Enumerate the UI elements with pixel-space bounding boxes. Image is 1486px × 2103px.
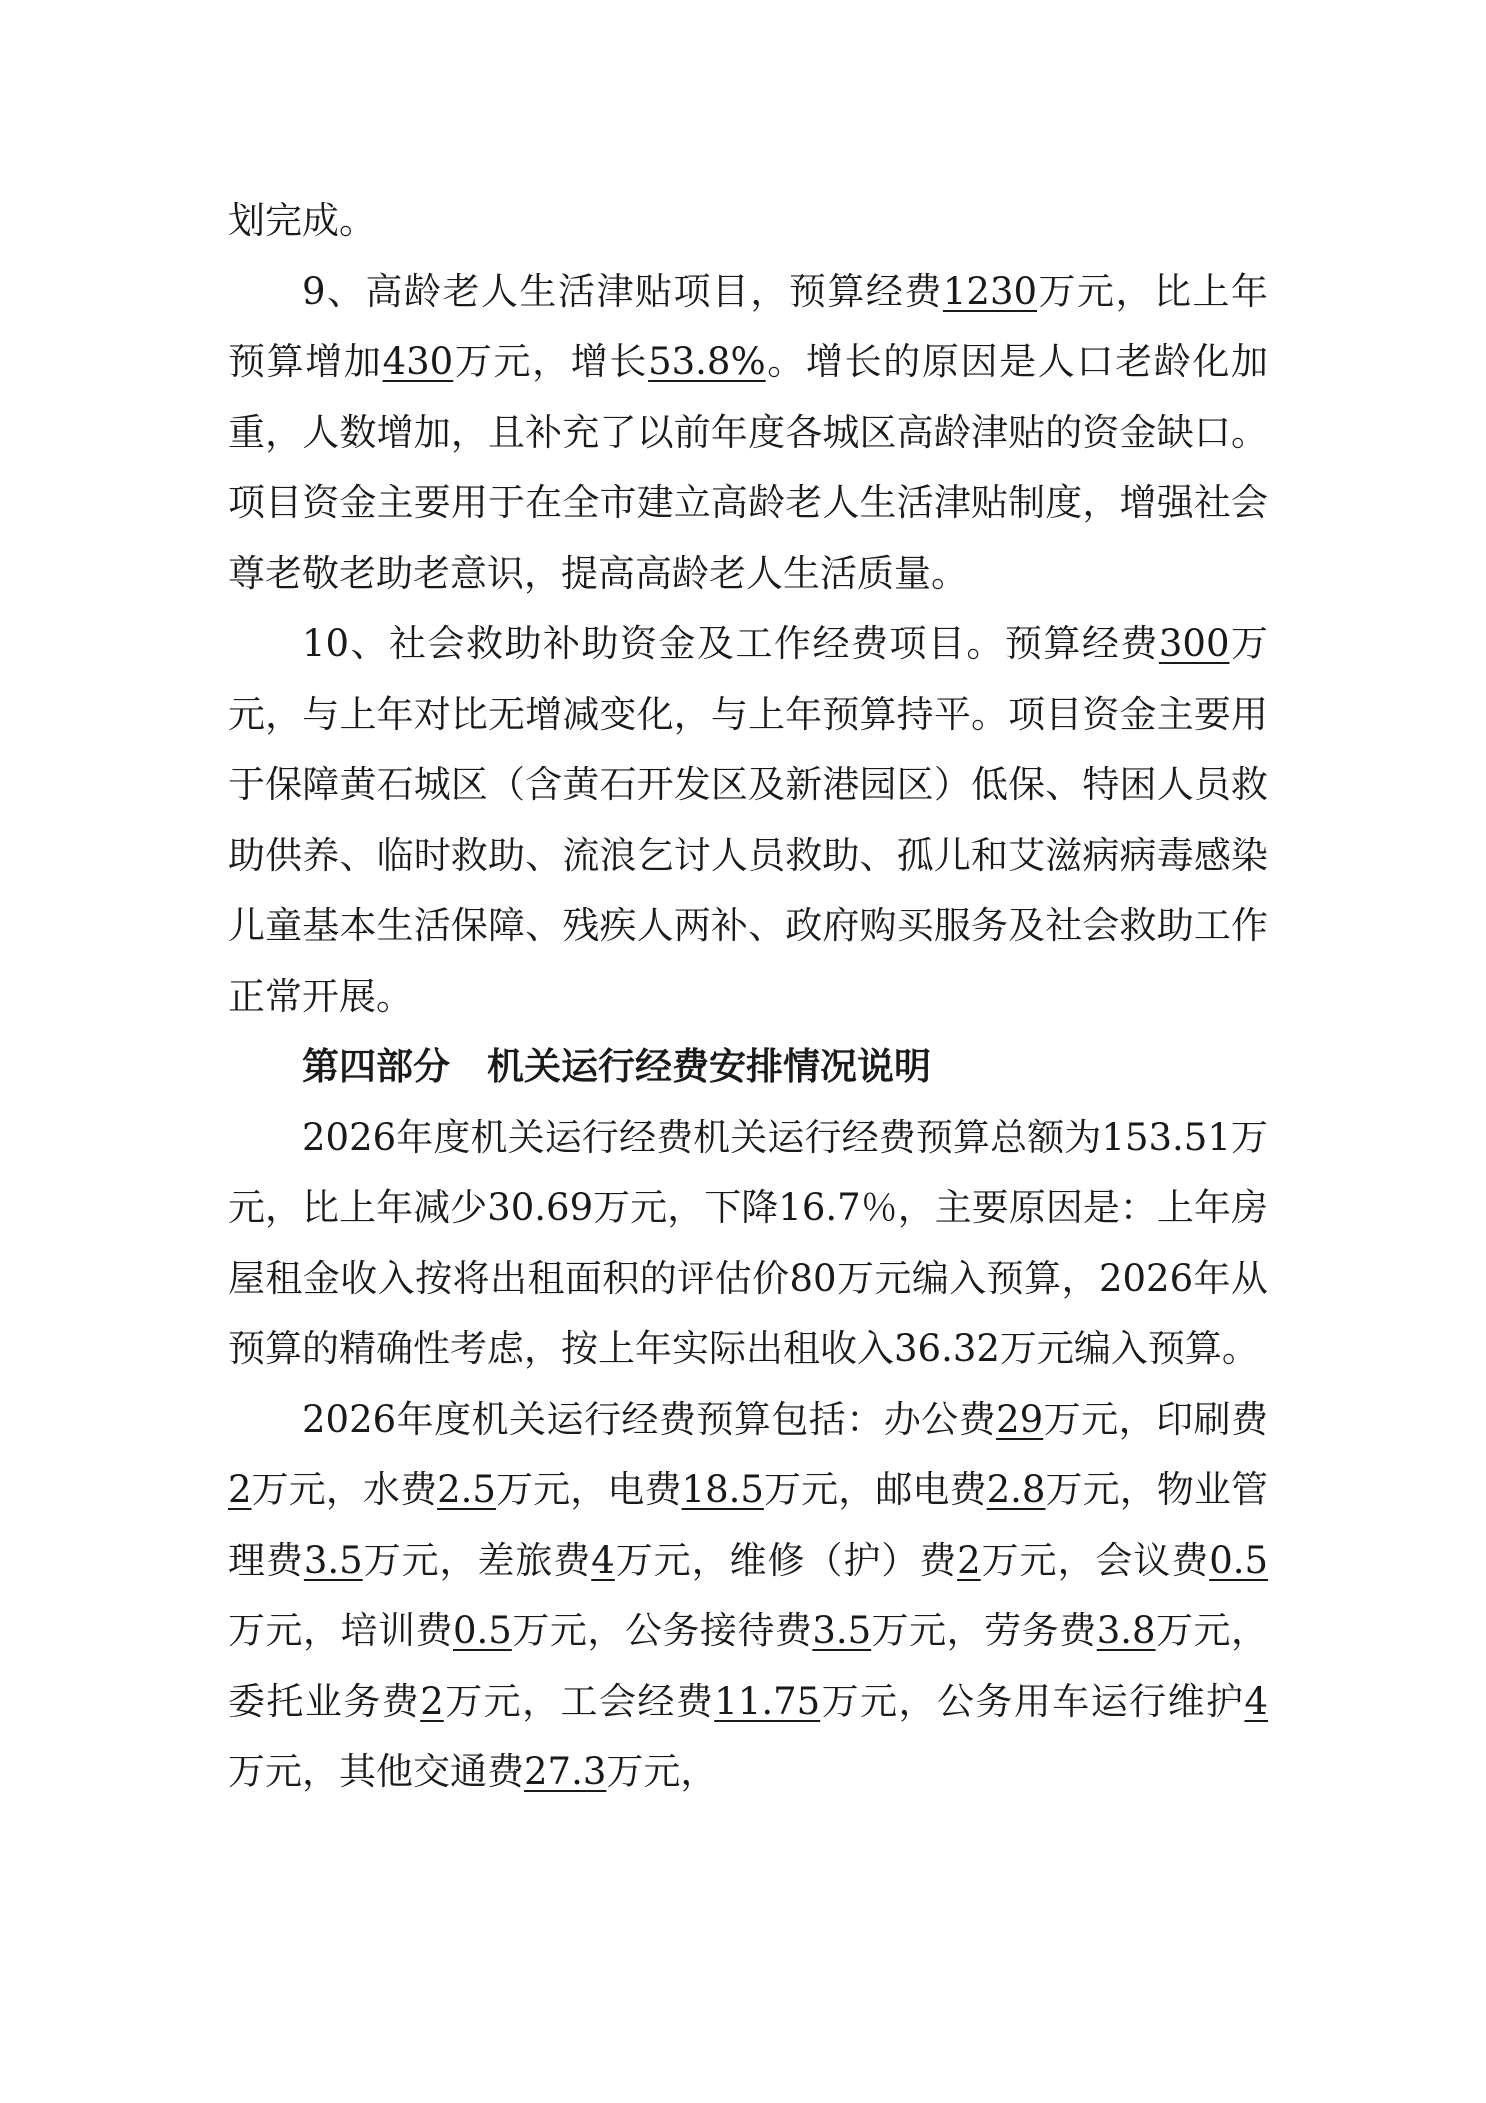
text-run: 万元， [606, 1750, 718, 1793]
text-run: 万元，增长 [453, 340, 649, 383]
underlined-value: 2 [957, 1538, 981, 1582]
underlined-value: 1230 [942, 269, 1038, 313]
text-run: 万元，公务用车运行维护 [820, 1679, 1245, 1723]
underlined-value: 430 [382, 340, 454, 383]
text-run: 万元，会议费 [980, 1538, 1210, 1582]
text-run: 万元，公务接待费 [511, 1609, 813, 1652]
underlined-value: 2.5 [437, 1468, 496, 1511]
text-run: 万元，邮电费 [763, 1468, 987, 1511]
underlined-value: 4 [591, 1538, 615, 1582]
underlined-value: 0.5 [1209, 1538, 1269, 1582]
text-run: 万元，水费 [251, 1468, 438, 1511]
underlined-value: 300 [1158, 622, 1230, 665]
paragraph-social-assistance [228, 609, 1268, 1032]
text-run: 万元，工会经费 [443, 1679, 715, 1723]
text-run: 万元，电费 [495, 1468, 682, 1511]
underlined-value: 2 [228, 1468, 252, 1511]
underlined-value: 3.8 [1096, 1609, 1156, 1652]
text-run: 万元，培训费 [228, 1609, 453, 1652]
underlined-value: 3.5 [303, 1538, 363, 1582]
text-run: 10、社会救助补助资金及工作经费项目。预算经费 [302, 622, 1159, 665]
text-run: 9、高龄老人生活津贴项目，预算经费 [302, 269, 943, 313]
paragraph-elderly-allowance [228, 257, 1268, 610]
text-run: 2026年度机关运行经费机关运行经费预算总额为153.51万元，比上年减少30.69万元，下降16.7％，主要原因是：上年房屋租金收入按将出租面积的评估价80万元编入预算，2026年从预算的精确性考虑，按上年实际出租收入36.32万元编入预算。 [228, 1115, 1268, 1370]
underlined-value: 53.8% [648, 340, 766, 383]
text-run: 万元，维修（护）费 [614, 1538, 958, 1582]
text-run: 万元，其他交通费 [228, 1750, 524, 1793]
text-run: 万元，差旅费 [362, 1538, 592, 1582]
underlined-value: 3.5 [812, 1609, 872, 1652]
text-run: 划完成。 [228, 199, 376, 242]
text-run: 万元，劳务费 [871, 1609, 1097, 1652]
underlined-value: 29 [996, 1397, 1044, 1441]
underlined-value: 11.75 [714, 1679, 821, 1723]
text-run: 万元，物业管理费 [228, 1468, 1269, 1582]
paragraph-operating-budget-items [228, 1385, 1268, 1808]
section-heading: 第四部分 机关运行经费安排情况说明 [302, 1045, 931, 1088]
underlined-value: 4 [1244, 1679, 1269, 1723]
text-run: 。增长的原因是人口老龄化加重，人数增加，且补充了以前年度各城区高龄津贴的资金缺口。项目资金主要用于在全市建立高龄老人生活津贴制度，增强社会尊老敬老助老意识，提高高龄老人生活质量。 [228, 340, 1269, 595]
document-body [228, 186, 1268, 1808]
paragraph-continuation [228, 186, 1268, 257]
underlined-value: 2.8 [986, 1468, 1046, 1511]
text-run: 万元，与上年对比无增减变化，与上年预算持平。项目资金主要用于保障黄石城区（含黄石开发区及新港园区）低保、特困人员救助供养、临时救助、流浪乞讨人员救助、孤儿和艾滋病病毒感染儿童基本生活保障、残疾人两补、政府购买服务及社会救助工作正常开展。 [228, 622, 1268, 1018]
underlined-value: 2 [420, 1679, 444, 1723]
paragraph-operating-budget-total [228, 1103, 1268, 1385]
text-run: 2026年度机关运行经费预算包括：办公费 [302, 1397, 997, 1441]
text-run: 万元，委托业务费 [228, 1609, 1269, 1723]
text-run: 万元，比上年预算增加 [228, 269, 1269, 383]
underlined-value: 18.5 [681, 1468, 764, 1511]
text-run: 万元，印刷费 [1043, 1397, 1269, 1441]
underlined-value: 0.5 [453, 1609, 512, 1652]
underlined-value: 27.3 [524, 1750, 607, 1793]
